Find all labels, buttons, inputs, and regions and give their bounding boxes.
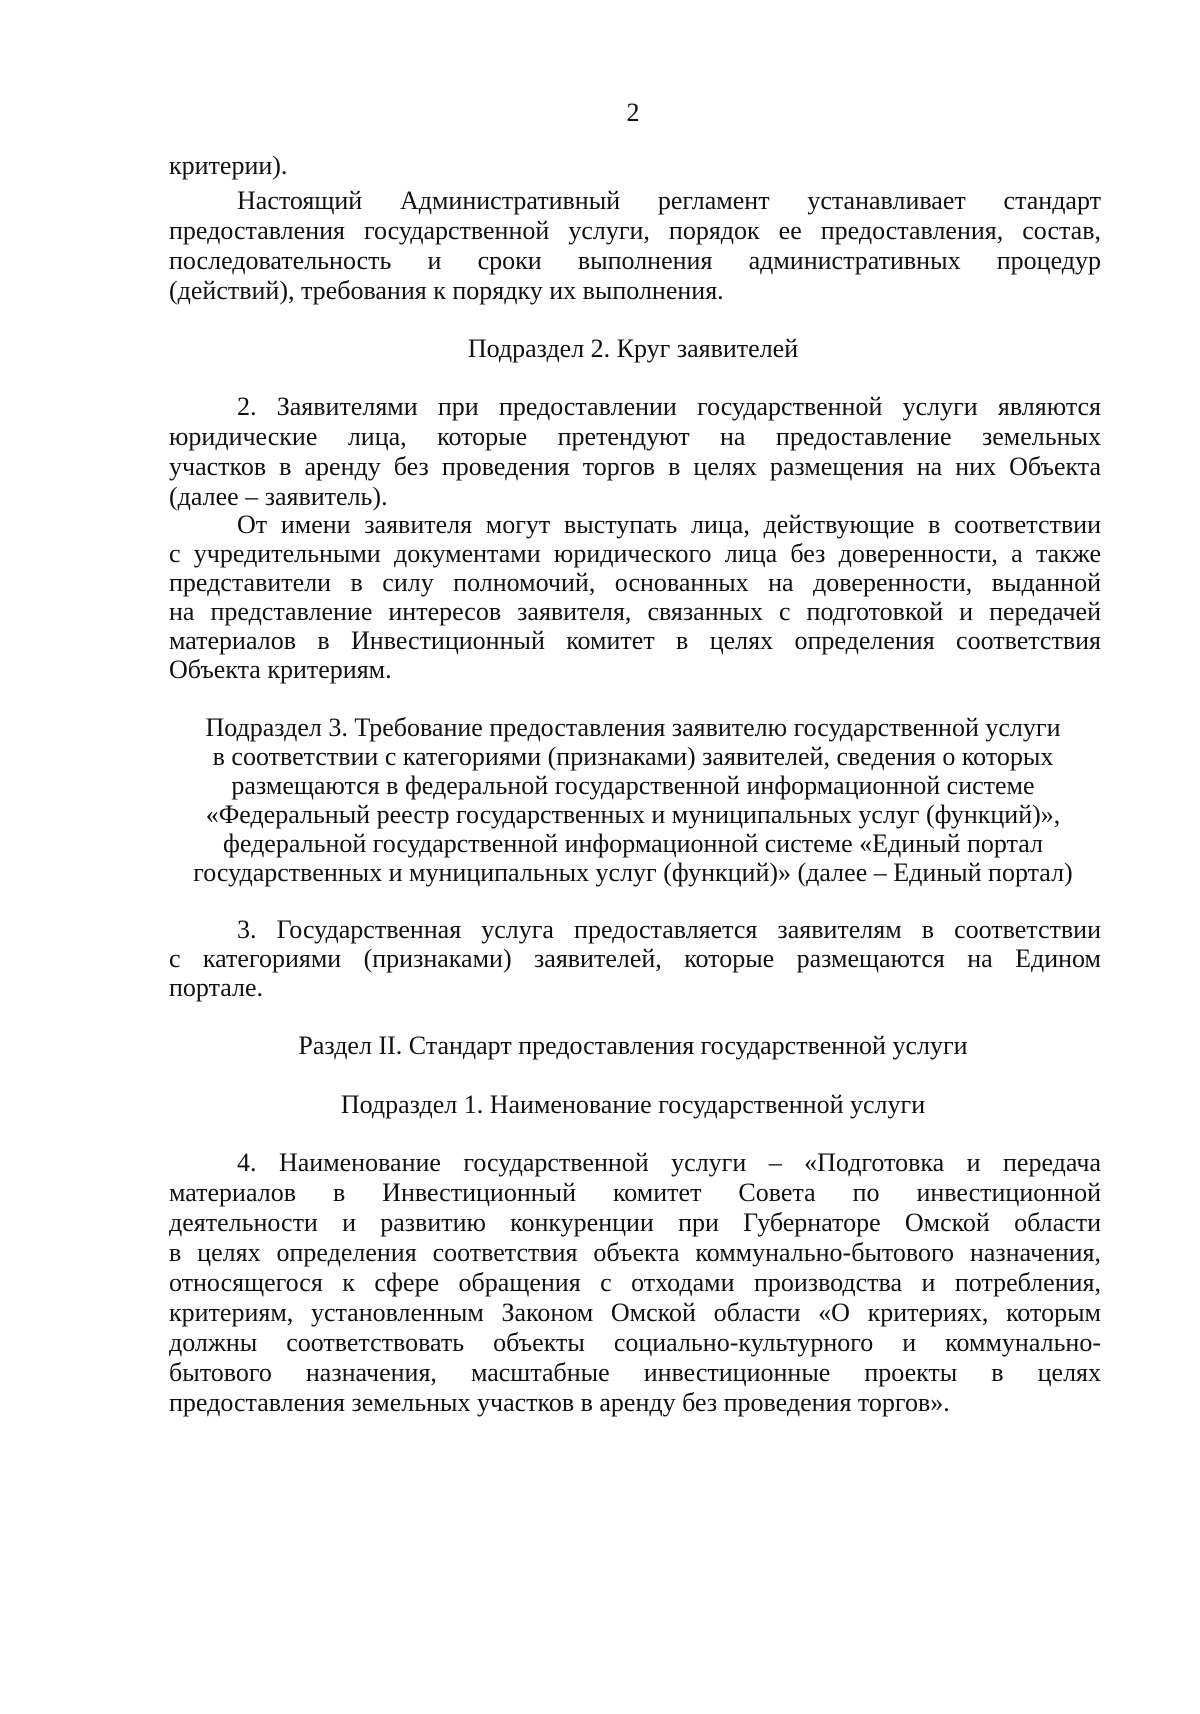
paragraph-3-line: 3. Государственная услуга предоставляется заявителям в соответствии	[237, 915, 1101, 944]
intro-line: критерии).	[169, 151, 288, 180]
intro-paragraph-line: предоставления государственной услуги, порядок ее предоставления, состав,	[169, 216, 1101, 245]
section-2-subsection-1-heading: Подраздел 1. Наименование государственной услуги	[340, 1090, 926, 1119]
paragraph-2-line: участков в аренду без проведения торгов в целях размещения на них Объекта	[169, 452, 1101, 481]
paragraph-4-line: деятельности и развитию конкуренции при Губернаторе Омской области	[169, 1208, 1101, 1237]
intro-paragraph-line: (действий), требования к порядку их выполнения.	[169, 276, 724, 305]
paragraph-4-line: материалов в Инвестиционный комитет Совета по инвестиционной	[169, 1178, 1101, 1207]
subsection-3-heading-line: в соответствии с категориями (признаками) заявителей, сведения о которых	[212, 742, 1054, 771]
subsection-3-heading-line: федеральной государственной информационной системе «Единый портал	[223, 829, 1043, 858]
subsection-2-heading: Подраздел 2. Круг заявителей	[467, 334, 799, 363]
paragraph-2-line: (далее – заявитель).	[169, 482, 388, 511]
paragraph-4-line: должны соответствовать объекты социально-культурного и коммунально-	[169, 1328, 1101, 1357]
page-number: 2	[626, 98, 640, 127]
subsection-3-heading-line: государственных и муниципальных услуг (функций)» (далее – Единый портал)	[193, 858, 1073, 887]
paragraph-4-line: в целях определения соответствия объекта коммунально-бытового назначения,	[169, 1238, 1101, 1267]
section-2-heading: Раздел II. Стандарт предоставления государственной услуги	[298, 1031, 968, 1060]
paragraph-4-line: относящегося к сфере обращения с отходами производства и потребления,	[169, 1268, 1101, 1297]
subsection-3-heading-line: размещаются в федеральной государственной информационной системе	[231, 771, 1035, 800]
paragraph-representatives-line: От имени заявителя могут выступать лица, действующие в соответствии	[237, 510, 1101, 539]
paragraph-representatives-line: с учредительными документами юридического лица без доверенности, а также	[169, 539, 1101, 568]
paragraph-representatives-line: Объекта критериям.	[169, 655, 392, 684]
subsection-3-heading-line: Подраздел 3. Требование предоставления заявителю государственной услуги	[205, 713, 1061, 742]
paragraph-representatives-line: материалов в Инвестиционный комитет в целях определения соответствия	[169, 626, 1101, 655]
paragraph-3-line: портале.	[169, 973, 264, 1002]
paragraph-2-line: 2. Заявителями при предоставлении государственной услуги являются	[237, 392, 1101, 421]
paragraph-3-line: с категориями (признаками) заявителей, которые размещаются на Едином	[169, 944, 1101, 973]
paragraph-representatives-line: представители в силу полномочий, основанных на доверенности, выданной	[169, 568, 1101, 597]
paragraph-representatives-line: на представление интересов заявителя, связанных с подготовкой и передачей	[169, 597, 1101, 626]
intro-paragraph-line: последовательность и сроки выполнения административных процедур	[169, 246, 1101, 275]
intro-paragraph-line: Настоящий Административный регламент устанавливает стандарт	[237, 186, 1101, 215]
paragraph-4-line: критериям, установленным Законом Омской области «О критериях, которым	[169, 1298, 1101, 1327]
paragraph-4-line: бытового назначения, масштабные инвестиционные проекты в целях	[169, 1358, 1101, 1387]
subsection-3-heading-line: «Федеральный реестр государственных и муниципальных услуг (функций)»,	[205, 800, 1061, 829]
paragraph-4-line: 4. Наименование государственной услуги – «Подготовка и передача	[237, 1148, 1101, 1177]
paragraph-2-line: юридические лица, которые претендуют на предоставление земельных	[169, 422, 1101, 451]
paragraph-4-line: предоставления земельных участков в аренду без проведения торгов».	[169, 1388, 950, 1417]
